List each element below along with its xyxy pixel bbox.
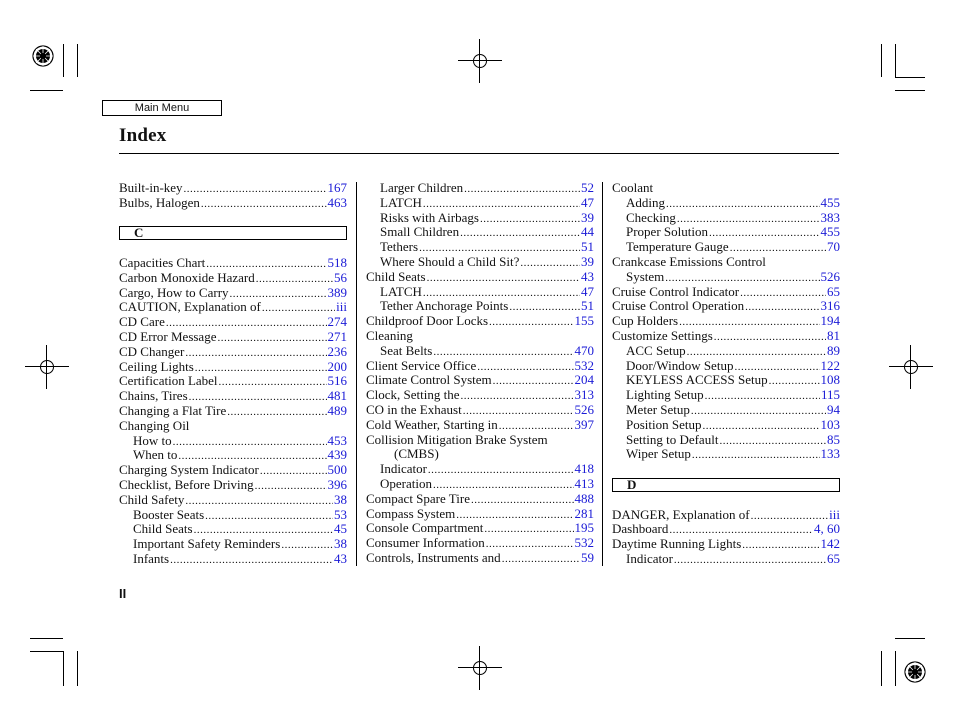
index-entry-link[interactable] <box>612 211 840 226</box>
page-reference-link[interactable]: 200 <box>327 358 347 374</box>
entry-text: Daytime Running Lights <box>612 536 742 552</box>
page-reference-link[interactable]: 532 <box>574 535 594 551</box>
page-reference-link[interactable]: 526 <box>574 401 594 417</box>
crosshair-icon <box>899 355 923 379</box>
entry-text: Wiper Setup <box>626 446 691 462</box>
entry-text: Adding <box>626 194 665 210</box>
page-reference-link[interactable]: 313 <box>574 387 594 403</box>
entry-text: LATCH <box>380 283 422 299</box>
dot-leader <box>692 448 820 463</box>
page-reference-link[interactable]: 470 <box>574 342 594 358</box>
index-entry-link[interactable] <box>119 448 347 463</box>
entry-text: Dashboard <box>612 521 669 537</box>
title-divider <box>119 153 839 154</box>
index-entry-link[interactable] <box>366 507 594 522</box>
entry-text: Changing a Flat Tire <box>119 402 227 418</box>
dot-leader <box>502 552 580 567</box>
entry-text: Cold Weather, Starting in <box>366 416 498 432</box>
index-column-3 <box>612 181 840 567</box>
dot-leader <box>428 463 574 478</box>
index-entry-link[interactable] <box>612 240 840 255</box>
index-entry-link[interactable] <box>366 196 594 211</box>
entry-text: Checking <box>626 209 676 225</box>
entry-text: System <box>626 268 665 284</box>
entry-text: LATCH <box>380 194 422 210</box>
entry-text: Door/Window Setup <box>626 357 734 373</box>
entry-text: Proper Solution <box>626 224 708 240</box>
page-reference-link[interactable]: 532 <box>574 357 594 373</box>
entry-text: Indicator <box>626 550 673 566</box>
dot-leader <box>260 464 327 479</box>
page-reference-link[interactable]: 115 <box>820 387 840 403</box>
index-entry-link[interactable] <box>119 508 347 523</box>
page-reference-link[interactable]: 65 <box>827 550 840 566</box>
index-entry-link[interactable] <box>119 552 347 567</box>
index-entry-link[interactable] <box>366 388 594 403</box>
dot-leader <box>281 538 333 553</box>
page-reference-link[interactable]: 52 <box>581 180 594 195</box>
entry-text: Tether Anchorage Points <box>380 298 509 314</box>
index-entry-link[interactable] <box>612 537 840 552</box>
dot-leader <box>205 509 333 524</box>
entry-text: Compact Spare Tire <box>366 490 470 506</box>
index-entry-link[interactable] <box>366 536 594 551</box>
page-reference-link[interactable]: 142 <box>820 536 840 552</box>
page-reference-link[interactable]: 489 <box>327 402 347 418</box>
column-divider <box>602 182 603 566</box>
entry-text: Temperature Gauge <box>626 239 729 255</box>
entry-text: Seat Belts <box>380 342 433 358</box>
entry-text: CO in the Exhaust <box>366 401 462 417</box>
entry-text: Childproof Door Locks <box>366 313 489 329</box>
entry-text: Indicator <box>380 461 427 477</box>
index-entry-link[interactable] <box>612 225 840 240</box>
index-entry-link[interactable] <box>366 418 594 433</box>
page-reference-link[interactable]: 526 <box>820 268 840 284</box>
page-reference-link[interactable]: 51 <box>581 239 594 255</box>
index-entry-link[interactable] <box>612 403 840 418</box>
index-entry-link[interactable] <box>612 508 840 523</box>
page-reference-link[interactable]: 518 <box>327 254 347 270</box>
dot-leader <box>520 256 580 271</box>
page-reference-link[interactable]: 44 <box>581 224 594 240</box>
page-reference-link[interactable]: 418 <box>574 461 594 477</box>
index-column-1 <box>119 181 347 567</box>
index-entry-link[interactable] <box>612 418 840 433</box>
dot-leader <box>461 389 574 404</box>
entry-text: Certification Label <box>119 373 218 389</box>
entry-text: ACC Setup <box>626 342 686 358</box>
entry-text: Charging System Indicator <box>119 462 259 478</box>
index-entry-link[interactable] <box>366 551 594 566</box>
dot-leader <box>185 346 326 361</box>
entry-text: Child Seats <box>133 521 193 537</box>
dot-leader <box>719 434 826 449</box>
entry-text: Consumer Information <box>366 535 485 551</box>
entry-text: Important Safety Reminders <box>133 536 281 552</box>
page-reference-link[interactable]: 4, 60 <box>814 521 840 537</box>
page-reference-link[interactable]: 53 <box>334 506 347 522</box>
entry-text: Larger Children <box>380 180 464 195</box>
entry-text: Capacities Chart <box>119 254 206 270</box>
dot-leader <box>460 226 580 241</box>
page-reference-link[interactable]: 51 <box>581 298 594 314</box>
dot-leader <box>219 375 327 390</box>
page-reference-link[interactable]: 463 <box>327 194 347 210</box>
page-reference-link[interactable]: 481 <box>327 388 347 404</box>
entry-text: Console Compartment <box>366 520 484 536</box>
page-reference-link[interactable]: 103 <box>820 416 840 432</box>
page-title: Index <box>119 125 167 146</box>
page-reference-link[interactable]: 133 <box>820 446 840 462</box>
index-entry-link[interactable] <box>366 285 594 300</box>
entry-text: Child Seats <box>366 268 426 284</box>
entry-text: Small Children <box>380 224 460 240</box>
page-reference-link[interactable]: 194 <box>820 313 840 329</box>
entry-text: Cruise Control Indicator <box>612 283 740 299</box>
page-reference-link[interactable]: 389 <box>327 284 347 300</box>
index-entry-link[interactable] <box>366 344 594 359</box>
index-entry-link[interactable] <box>612 270 840 285</box>
index-entry-link[interactable] <box>119 463 347 478</box>
index-entry-link[interactable] <box>366 477 594 492</box>
entry-text: CAUTION, Explanation of <box>119 299 261 315</box>
entry-text: Setting to Default <box>626 431 719 447</box>
page-reference-link[interactable]: 195 <box>574 520 594 536</box>
entry-text: KEYLESS ACCESS Setup <box>626 372 768 388</box>
entry-text: Climate Control System <box>366 372 492 388</box>
entry-text: Bulbs, Halogen <box>119 194 200 210</box>
index-entry-link[interactable] <box>366 521 594 536</box>
index-entry-link[interactable] <box>366 270 594 285</box>
index-entry-link[interactable] <box>119 330 347 345</box>
index-entry-link[interactable] <box>612 433 840 448</box>
entry-text: CD Changer <box>119 343 185 359</box>
index-column-2 <box>366 181 594 566</box>
entry-text: DANGER, Explanation of <box>612 506 750 522</box>
page-reference-link[interactable]: 70 <box>827 239 840 255</box>
crosshair-icon <box>35 355 59 379</box>
entry-text: Where Should a Child Sit? <box>380 253 520 269</box>
entry-text: Infants <box>133 550 170 566</box>
entry-text: Risks with Airbags <box>380 209 479 225</box>
index-entry-link[interactable] <box>612 196 840 211</box>
index-entry-link[interactable] <box>366 225 594 240</box>
page-reference-link[interactable]: 38 <box>334 491 347 507</box>
index-heading: Collision Mitigation Brake System <box>366 431 548 447</box>
index-entry-link[interactable] <box>119 404 347 419</box>
index-entry-link[interactable] <box>366 240 594 255</box>
entry-text: Customize Settings <box>612 327 713 343</box>
index-entry-link[interactable] <box>119 315 347 330</box>
dot-leader <box>480 212 580 227</box>
page-reference-link[interactable]: 316 <box>820 298 840 314</box>
dot-leader <box>742 538 819 553</box>
crosshair-icon <box>468 49 492 73</box>
page-reference-link[interactable]: 397 <box>574 416 594 432</box>
dot-leader <box>493 374 574 389</box>
index-entry-link[interactable] <box>119 360 347 375</box>
page-reference-link[interactable]: 167 <box>327 180 347 195</box>
page-reference-link[interactable]: 65 <box>827 283 840 299</box>
dot-leader <box>227 405 326 420</box>
entry-text: Position Setup <box>626 416 702 432</box>
index-entry-link[interactable] <box>612 314 840 329</box>
entry-text: Meter Setup <box>626 401 690 417</box>
page-reference-link[interactable]: 155 <box>574 313 594 329</box>
index-entry-link[interactable] <box>119 196 347 211</box>
index-entry-link[interactable] <box>119 345 347 360</box>
entry-text: How to <box>133 432 172 448</box>
index-entry-link[interactable] <box>119 522 347 537</box>
page-reference-link[interactable]: 396 <box>327 476 347 492</box>
index-entry-link[interactable] <box>612 388 840 403</box>
index-entry-link[interactable] <box>612 329 840 344</box>
entry-text: Client Service Office <box>366 357 477 373</box>
page-reference-link[interactable]: 122 <box>820 357 840 373</box>
dot-leader <box>173 435 327 450</box>
entry-text: Cruise Control Operation <box>612 298 745 314</box>
dot-leader <box>185 494 333 509</box>
entry-text: Operation <box>380 475 432 491</box>
page-reference-link[interactable]: 488 <box>574 490 594 506</box>
dot-leader <box>509 300 580 315</box>
index-entry-link[interactable] <box>612 299 840 314</box>
page-reference-link[interactable]: 59 <box>581 549 594 565</box>
dot-leader <box>484 522 573 537</box>
main-menu-button[interactable]: Main Menu <box>102 100 222 116</box>
page-reference-link[interactable]: iii <box>829 506 840 522</box>
entry-text: Chains, Tires <box>119 388 188 404</box>
entry-text: Cargo, How to Carry <box>119 284 229 300</box>
page-number: II <box>119 586 127 601</box>
page-reference-link[interactable]: 39 <box>581 209 594 225</box>
index-heading: (CMBS) <box>394 446 439 462</box>
page-reference-link[interactable]: 271 <box>327 328 347 344</box>
dot-leader <box>255 479 327 494</box>
column-divider <box>356 182 357 566</box>
dot-leader <box>256 272 333 287</box>
index-entry-link[interactable] <box>366 359 594 374</box>
page-reference-link[interactable]: 453 <box>327 432 347 448</box>
index-entry-link[interactable] <box>366 299 594 314</box>
dot-leader <box>769 374 820 389</box>
index-entry-link[interactable] <box>119 478 347 493</box>
entry-text: CD Error Message <box>119 328 217 344</box>
entry-text: Controls, Instruments and <box>366 549 501 565</box>
index-heading: Coolant <box>612 180 654 195</box>
dot-leader <box>184 182 327 197</box>
page-reference-link[interactable]: 236 <box>327 343 347 359</box>
page-reference-link[interactable]: 413 <box>574 475 594 491</box>
index-entry-link[interactable] <box>366 314 594 329</box>
page-reference-link[interactable]: 274 <box>327 314 347 330</box>
index-entry-link[interactable] <box>119 286 347 301</box>
page-reference-link[interactable]: 45 <box>334 521 347 537</box>
index-entry-link[interactable] <box>119 256 347 271</box>
entry-text: Tethers <box>380 239 419 255</box>
index-entry-link[interactable] <box>119 271 347 286</box>
registration-mark-icon <box>903 660 927 684</box>
dot-leader <box>745 300 819 315</box>
index-entry-link[interactable] <box>612 285 840 300</box>
index-entry-link[interactable] <box>366 403 594 418</box>
index-entry-link[interactable] <box>366 462 594 477</box>
page-reference-link[interactable]: 47 <box>581 194 594 210</box>
dot-leader <box>170 553 333 568</box>
dot-leader <box>464 182 580 197</box>
entry-text: When to <box>133 447 178 463</box>
index-entry-link[interactable] <box>612 552 840 567</box>
page-reference-link[interactable]: 455 <box>820 194 840 210</box>
section-letter-header: C <box>119 226 347 240</box>
dot-leader <box>201 197 327 212</box>
entry-text: Lighting Setup <box>626 387 704 403</box>
entry-text: Booster Seats <box>133 506 205 522</box>
entry-text: Carbon Monoxide Hazard <box>119 269 255 285</box>
page-reference-link[interactable]: 43 <box>581 268 594 284</box>
index-heading: Cleaning <box>366 327 413 343</box>
page-reference-link[interactable]: 89 <box>827 342 840 358</box>
index-entry-link[interactable] <box>366 373 594 388</box>
dot-leader <box>262 301 335 316</box>
index-entry-link[interactable] <box>612 447 840 462</box>
spacer <box>612 462 840 477</box>
index-entry-link[interactable] <box>612 373 840 388</box>
dot-leader <box>740 286 826 301</box>
page-reference-link[interactable]: 500 <box>327 462 347 478</box>
page-reference-link[interactable]: 516 <box>327 373 347 389</box>
dot-leader <box>705 389 820 404</box>
section-letter-header: D <box>612 478 840 492</box>
page-reference-link[interactable]: 94 <box>827 401 840 417</box>
index-entry-link[interactable] <box>119 434 347 449</box>
page-reference-link[interactable]: 39 <box>581 253 594 269</box>
page-reference-link[interactable]: 43 <box>334 550 347 566</box>
index-entry-link[interactable] <box>612 344 840 359</box>
index-entry-link[interactable] <box>366 255 594 270</box>
page-reference-link[interactable]: 455 <box>820 224 840 240</box>
entry-text: Cup Holders <box>612 313 679 329</box>
page-reference-link[interactable]: 204 <box>574 372 594 388</box>
entry-text: Child Safety <box>119 491 185 507</box>
index-entry-link[interactable] <box>366 181 594 196</box>
page-reference-link[interactable]: 81 <box>827 327 840 343</box>
dot-leader <box>217 331 326 346</box>
entry-text: CD Care <box>119 314 165 330</box>
entry-text: Clock, Setting the <box>366 387 460 403</box>
index-entry-link[interactable] <box>612 359 840 374</box>
index-heading: Changing Oil <box>119 417 190 433</box>
index-entry-link[interactable] <box>612 522 840 537</box>
index-entry-link[interactable] <box>366 211 594 226</box>
entry-text: Compass System <box>366 505 456 521</box>
index-entry-link[interactable] <box>119 537 347 552</box>
page-reference-link[interactable]: 38 <box>334 536 347 552</box>
index-entry-link[interactable] <box>119 181 347 196</box>
entry-text: Ceiling Lights <box>119 358 194 374</box>
spacer <box>119 211 347 226</box>
index-entry-link[interactable] <box>119 300 347 315</box>
page-reference-link[interactable]: 281 <box>574 505 594 521</box>
page-reference-link[interactable]: 108 <box>820 372 840 388</box>
index-entry-link[interactable] <box>366 492 594 507</box>
dot-leader <box>703 419 820 434</box>
dot-leader <box>714 330 826 345</box>
dot-leader <box>489 315 573 330</box>
dot-leader <box>471 493 574 508</box>
page-reference-link[interactable]: 47 <box>581 283 594 299</box>
dot-leader <box>674 553 826 568</box>
page-reference-link[interactable]: 439 <box>327 447 347 463</box>
dot-leader <box>666 197 820 212</box>
dot-leader <box>691 404 826 419</box>
index-entry-link[interactable] <box>119 493 347 508</box>
index-heading: Crankcase Emissions Control <box>612 253 766 269</box>
page-reference-link[interactable]: 85 <box>827 431 840 447</box>
dot-leader <box>477 360 573 375</box>
page-reference-link[interactable]: iii <box>336 299 347 315</box>
crosshair-icon <box>468 656 492 680</box>
page-reference-link[interactable]: 56 <box>334 269 347 285</box>
dot-leader <box>427 271 580 286</box>
entry-text: Checklist, Before Driving <box>119 476 254 492</box>
spacer <box>119 241 347 256</box>
spacer <box>612 493 840 508</box>
registration-mark-icon <box>31 44 55 68</box>
entry-text: Built-in-key <box>119 180 183 195</box>
index-entry-link[interactable] <box>119 389 347 404</box>
page-reference-link[interactable]: 383 <box>820 209 840 225</box>
index-entry-link[interactable] <box>119 374 347 389</box>
